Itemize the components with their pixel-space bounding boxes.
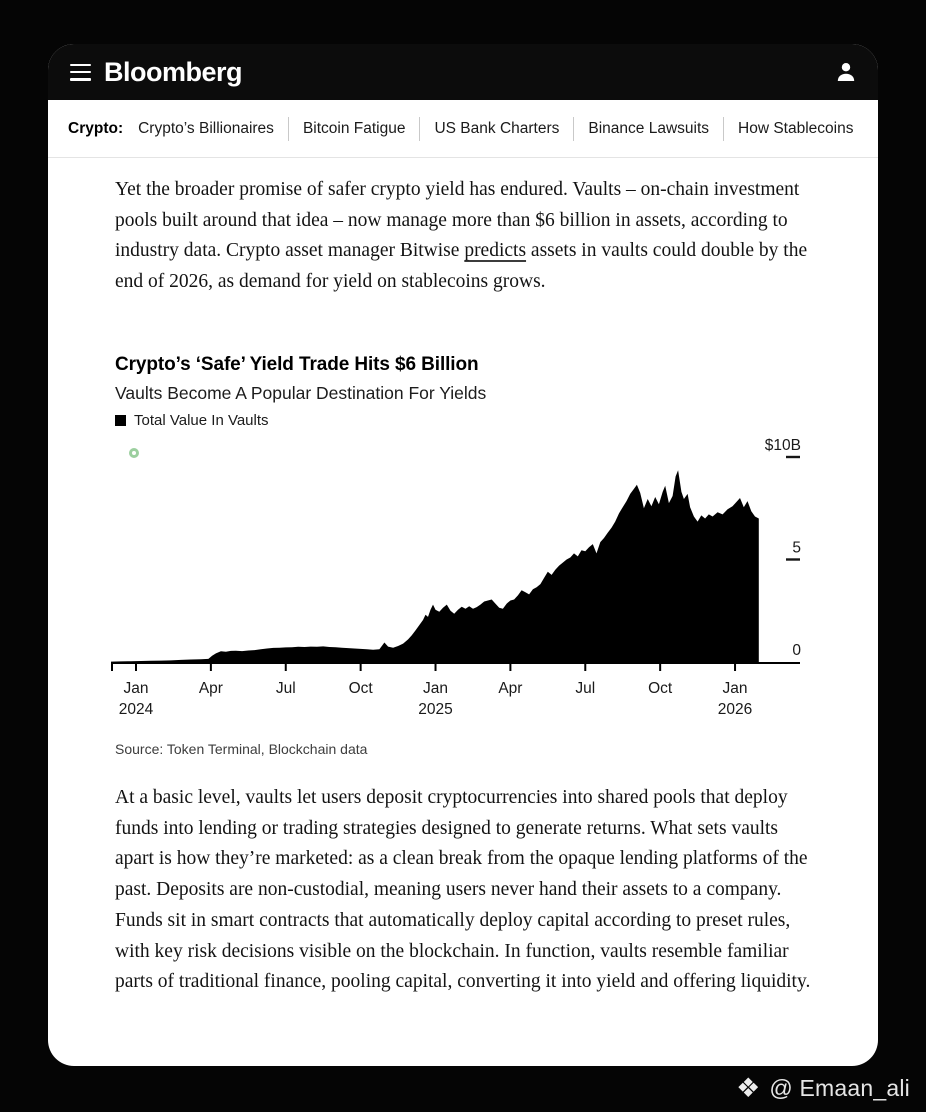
svg-text:Jan: Jan [423,680,449,697]
chart-legend [115,412,269,429]
topic-nav [48,100,878,158]
svg-text:Apr: Apr [198,680,223,697]
nav-divider [419,117,420,141]
svg-text:Jan: Jan [722,680,748,697]
nav-link[interactable]: Crypto’s Billionaires [138,119,274,137]
nav-divider [573,117,574,141]
nav-divider [723,117,724,141]
svg-text:2026: 2026 [717,701,753,718]
article-paragraph-2: At a basic level, vaults let users deposit cryptocurrencies into shared pools that deploy funds into lending or trading strategies designed to generate returns. What sets vaults apart is how they’re marketed: as a clean break from the opaque lending platforms of the past. Deposits are non-custodial, meaning users never hand their assets to a company. Funds sit in smart contracts that automatically deploy capital according to preset rules, with key risk decisions visible on the blockchain. In function, vaults resemble familiar parts of traditional finance, pooling capital, converting it into yield and offering liquidity. [115,787,811,993]
legend-label: Total Value In Vaults [134,412,269,429]
app-header [48,44,878,100]
svg-text:5: 5 [792,539,801,557]
vaults-area-chart [100,435,812,727]
nav-link[interactable]: How Stablecoins [738,119,854,137]
chart-source: Source: Token Terminal, Blockchain data [115,741,368,757]
svg-text:Oct: Oct [648,680,673,697]
svg-text:Jan: Jan [123,680,149,697]
svg-text:2025: 2025 [418,701,453,718]
svg-text:0: 0 [792,642,801,659]
hamburger-menu-icon[interactable] [70,64,91,81]
svg-text:Oct: Oct [348,680,373,697]
bloomberg-logo[interactable]: Bloomberg [104,56,243,87]
article-paragraph-1 [115,175,821,298]
paragraph-text: Yet the broader promise of safer crypto yield has endured. Vaults – on-chain investment pools built around that idea – now manage more than $6 billion in assets, according to industry data. Crypto asset manager Bitwise [115,179,800,262]
article-card [48,44,878,1066]
profile-icon[interactable] [834,60,858,84]
area-series [111,470,759,662]
svg-text:$10B: $10B [764,437,801,454]
nav-link[interactable]: Binance Lawsuits [588,119,710,137]
paragraph-text: assets in vaults could double by the end of 2026, as demand for yield on stablecoins grows. [115,240,808,293]
svg-text:Jul: Jul [275,680,296,697]
legend-swatch [115,415,126,426]
chart-title: Crypto’s ‘Safe’ Yield Trade Hits $6 Billion [115,354,479,375]
nav-link[interactable]: US Bank Charters [434,119,560,137]
binance-diamond-icon: ❖ [736,1072,761,1103]
svg-text:2024: 2024 [118,701,154,718]
nav-link[interactable]: Bitcoin Fatigue [302,119,406,137]
watermark-handle: @ Emaan_ali [769,1074,910,1101]
svg-text:Jul: Jul [575,680,596,697]
nav-topic-label: Crypto: [68,119,124,137]
nav-divider [288,117,289,141]
watermark [736,1068,910,1108]
predicts-link[interactable]: predicts [464,240,527,262]
svg-text:Apr: Apr [498,680,523,697]
chart-subtitle: Vaults Become A Popular Destination For Yields [115,383,487,403]
